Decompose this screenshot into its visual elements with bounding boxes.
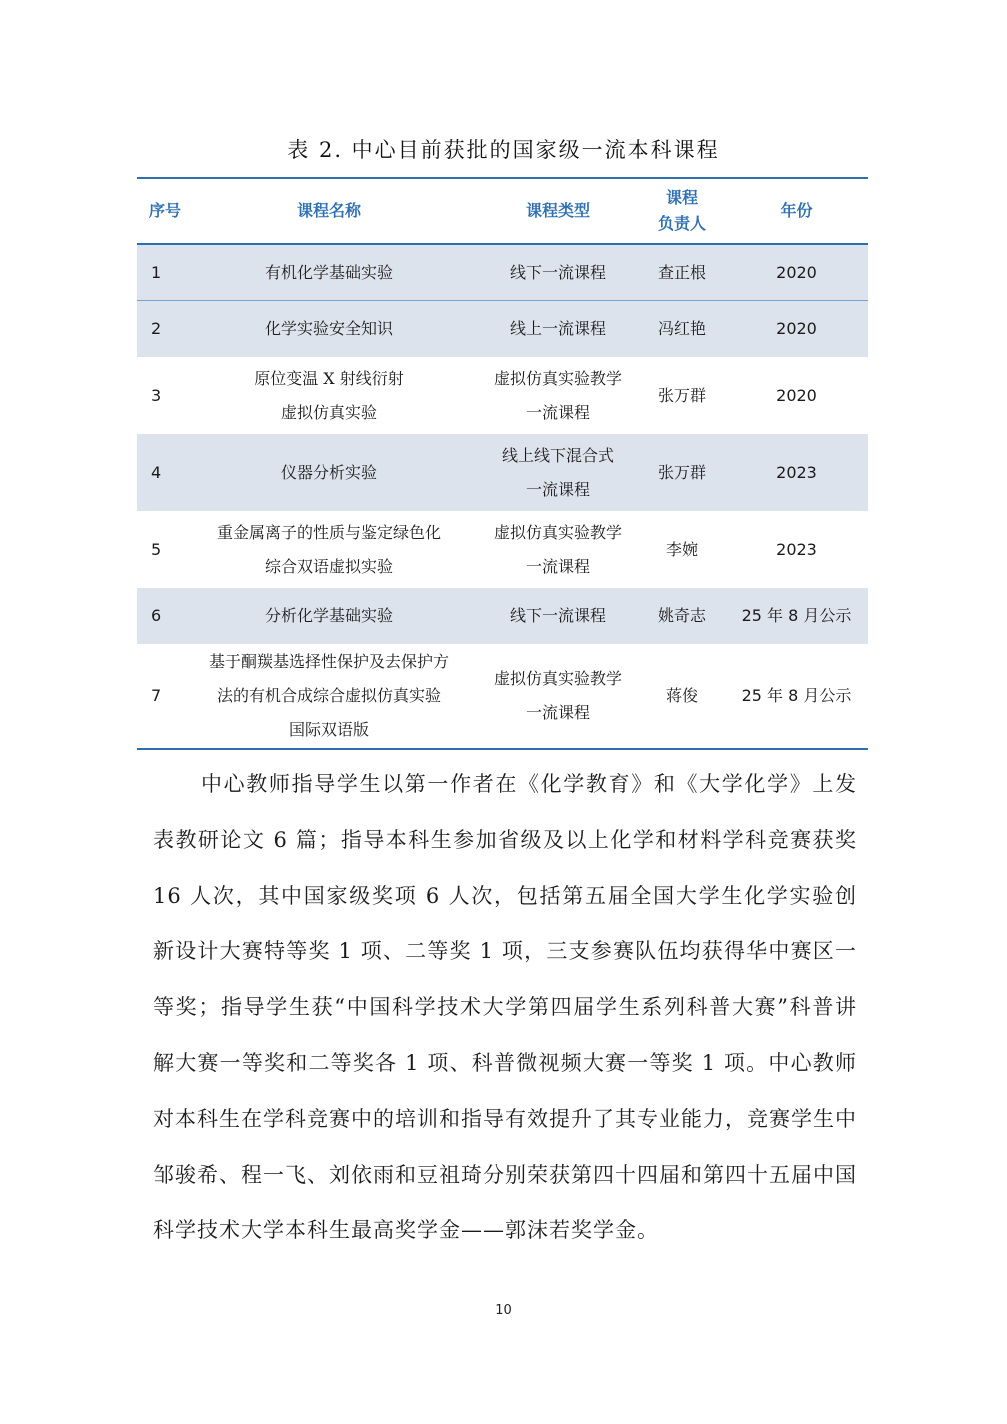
- cell-course-type-line: 线上一流课程: [509, 319, 606, 338]
- table-row: [137, 434, 868, 511]
- cell-course-type: [469, 662, 639, 730]
- cell-owner-line: 李婉: [665, 539, 698, 559]
- header-owner-line2: 负责人: [657, 214, 706, 233]
- cell-course-name: [189, 256, 469, 290]
- cell-course-name: [189, 362, 469, 430]
- cell-year-line: 25 年 8 月公示: [741, 606, 852, 625]
- cell-owner-line: 蒋俊: [665, 686, 698, 705]
- cell-owner: [639, 599, 725, 633]
- cell-course-type-line: 线下一流课程: [509, 606, 606, 625]
- cell-index-line: 2: [151, 319, 162, 338]
- cell-course-type: [469, 312, 639, 346]
- cell-index: [137, 256, 189, 290]
- body-paragraph: 中心教师指导学生以第一作者在《化学教育》和《大学化学》上发表教研论文 6 篇；指导本科生参加省级及以上化学和材料学科竞赛获奖 16 人次，其中国家级奖项 6 人次，包括第五届全国大学生化学实验创新设计大赛特等奖 1 项、二等奖 1 项，三支参赛队伍均获得华中赛区一等奖；指导学生获“中国科学技术大学第四届学生系列科普大赛”科普讲解大赛一等奖和二等奖各 1 项、科普微视频大赛一等奖 1 项。中心教师对本科生在学科竞赛中的培训和指导有效提升了其专业能力，竞赛学生中邹骏希、程一飞、刘依雨和豆祖琦分别荣获第四十四届和第四十五届中国科学技术大学本科生最高奖学金——郭沫若奖学金。: [153, 772, 857, 1243]
- table-body: [137, 245, 868, 748]
- cell-owner-line: 查正根: [657, 262, 706, 282]
- cell-course-name-line: 虚拟仿真实验: [280, 402, 377, 422]
- cell-year: [725, 533, 868, 567]
- cell-course-type-line: 线上线下混合式: [501, 445, 614, 465]
- cell-course-name: [189, 312, 469, 346]
- cell-owner: [639, 679, 725, 713]
- cell-course-type-line: 一流课程: [525, 402, 590, 422]
- cell-course-type: [469, 256, 639, 290]
- cell-course-type: [469, 599, 639, 633]
- table-row: [137, 644, 868, 748]
- cell-index-line: 7: [151, 686, 162, 705]
- cell-course-name: [189, 456, 469, 490]
- cell-owner-line: 姚奇志: [657, 606, 706, 625]
- cell-year-line: 2020: [776, 385, 817, 405]
- cell-course-name-line: 重金属离子的性质与鉴定绿色化: [216, 522, 441, 542]
- cell-course-name: [189, 645, 469, 747]
- cell-course-name: [189, 599, 469, 633]
- cell-course-name-line: 仪器分析实验: [280, 462, 377, 482]
- header-course-type: 课程类型: [525, 201, 590, 220]
- cell-owner: [639, 379, 725, 413]
- cell-owner-line: 张万群: [657, 462, 706, 482]
- cell-year-line: 25 年 8 月公示: [741, 686, 852, 705]
- cell-course-name-line: 法的有机合成综合虚拟仿真实验: [216, 686, 441, 705]
- table-row: [137, 357, 868, 434]
- cell-index-line: 4: [151, 462, 162, 482]
- cell-year: [725, 379, 868, 413]
- cell-year: [725, 312, 868, 346]
- cell-course-name-line: 原位变温 X 射线衍射: [254, 368, 404, 388]
- cell-owner: [639, 533, 725, 567]
- cell-course-name-line: 综合双语虚拟实验: [264, 556, 393, 576]
- cell-year-line: 2020: [776, 319, 817, 338]
- table-row: [137, 301, 868, 357]
- header-course-name: 课程名称: [296, 201, 361, 220]
- cell-course-type-line: 虚拟仿真实验教学: [493, 669, 622, 688]
- cell-index: [137, 456, 189, 490]
- cell-course-name-line: 有机化学基础实验: [264, 262, 393, 282]
- table-row: [137, 511, 868, 588]
- cell-index-line: 6: [151, 606, 162, 625]
- cell-index: [137, 379, 189, 413]
- header-index: 序号: [149, 201, 182, 220]
- cell-course-type-line: 一流课程: [525, 703, 590, 722]
- cell-year-line: 2023: [776, 539, 817, 559]
- cell-owner-line: 张万群: [657, 385, 706, 405]
- cell-index: [137, 312, 189, 346]
- cell-course-name-line: 基于酮羰基选择性保护及去保护方: [208, 652, 449, 671]
- cell-owner-line: 冯红艳: [657, 319, 706, 338]
- page-number: 10: [495, 1303, 512, 1318]
- cell-index: [137, 679, 189, 713]
- cell-course-type-line: 虚拟仿真实验教学: [493, 522, 622, 542]
- cell-index-line: 3: [151, 385, 162, 405]
- cell-index-line: 5: [151, 539, 162, 559]
- cell-course-type-line: 虚拟仿真实验教学: [493, 368, 622, 388]
- cell-year-line: 2020: [776, 262, 817, 282]
- cell-index: [137, 599, 189, 633]
- table-row: [137, 588, 868, 644]
- table-caption: 表 2. 中心目前获批的国家级一流本科课程: [287, 138, 720, 162]
- cell-year: [725, 679, 868, 713]
- cell-course-name-line: 分析化学基础实验: [264, 606, 393, 625]
- cell-year: [725, 456, 868, 490]
- cell-year: [725, 256, 868, 290]
- table-row: [137, 245, 868, 301]
- cell-owner: [639, 256, 725, 290]
- cell-year: [725, 599, 868, 633]
- header-owner-line1: 课程: [665, 188, 698, 207]
- cell-owner: [639, 312, 725, 346]
- table-header-row: [137, 179, 868, 245]
- courses-table: [137, 177, 868, 750]
- cell-course-name-line: 化学实验安全知识: [264, 319, 393, 338]
- cell-course-type: [469, 362, 639, 430]
- cell-index: [137, 533, 189, 567]
- cell-course-type: [469, 439, 639, 507]
- cell-owner: [639, 456, 725, 490]
- cell-course-type-line: 一流课程: [525, 556, 590, 576]
- header-year: 年份: [780, 201, 813, 220]
- cell-course-name-line: 国际双语版: [288, 720, 369, 739]
- cell-course-type-line: 线下一流课程: [509, 262, 606, 282]
- cell-course-type-line: 一流课程: [525, 479, 590, 499]
- cell-course-type: [469, 516, 639, 584]
- cell-year-line: 2023: [776, 462, 817, 482]
- cell-course-name: [189, 516, 469, 584]
- cell-index-line: 1: [151, 262, 162, 282]
- header-owner: [639, 185, 725, 237]
